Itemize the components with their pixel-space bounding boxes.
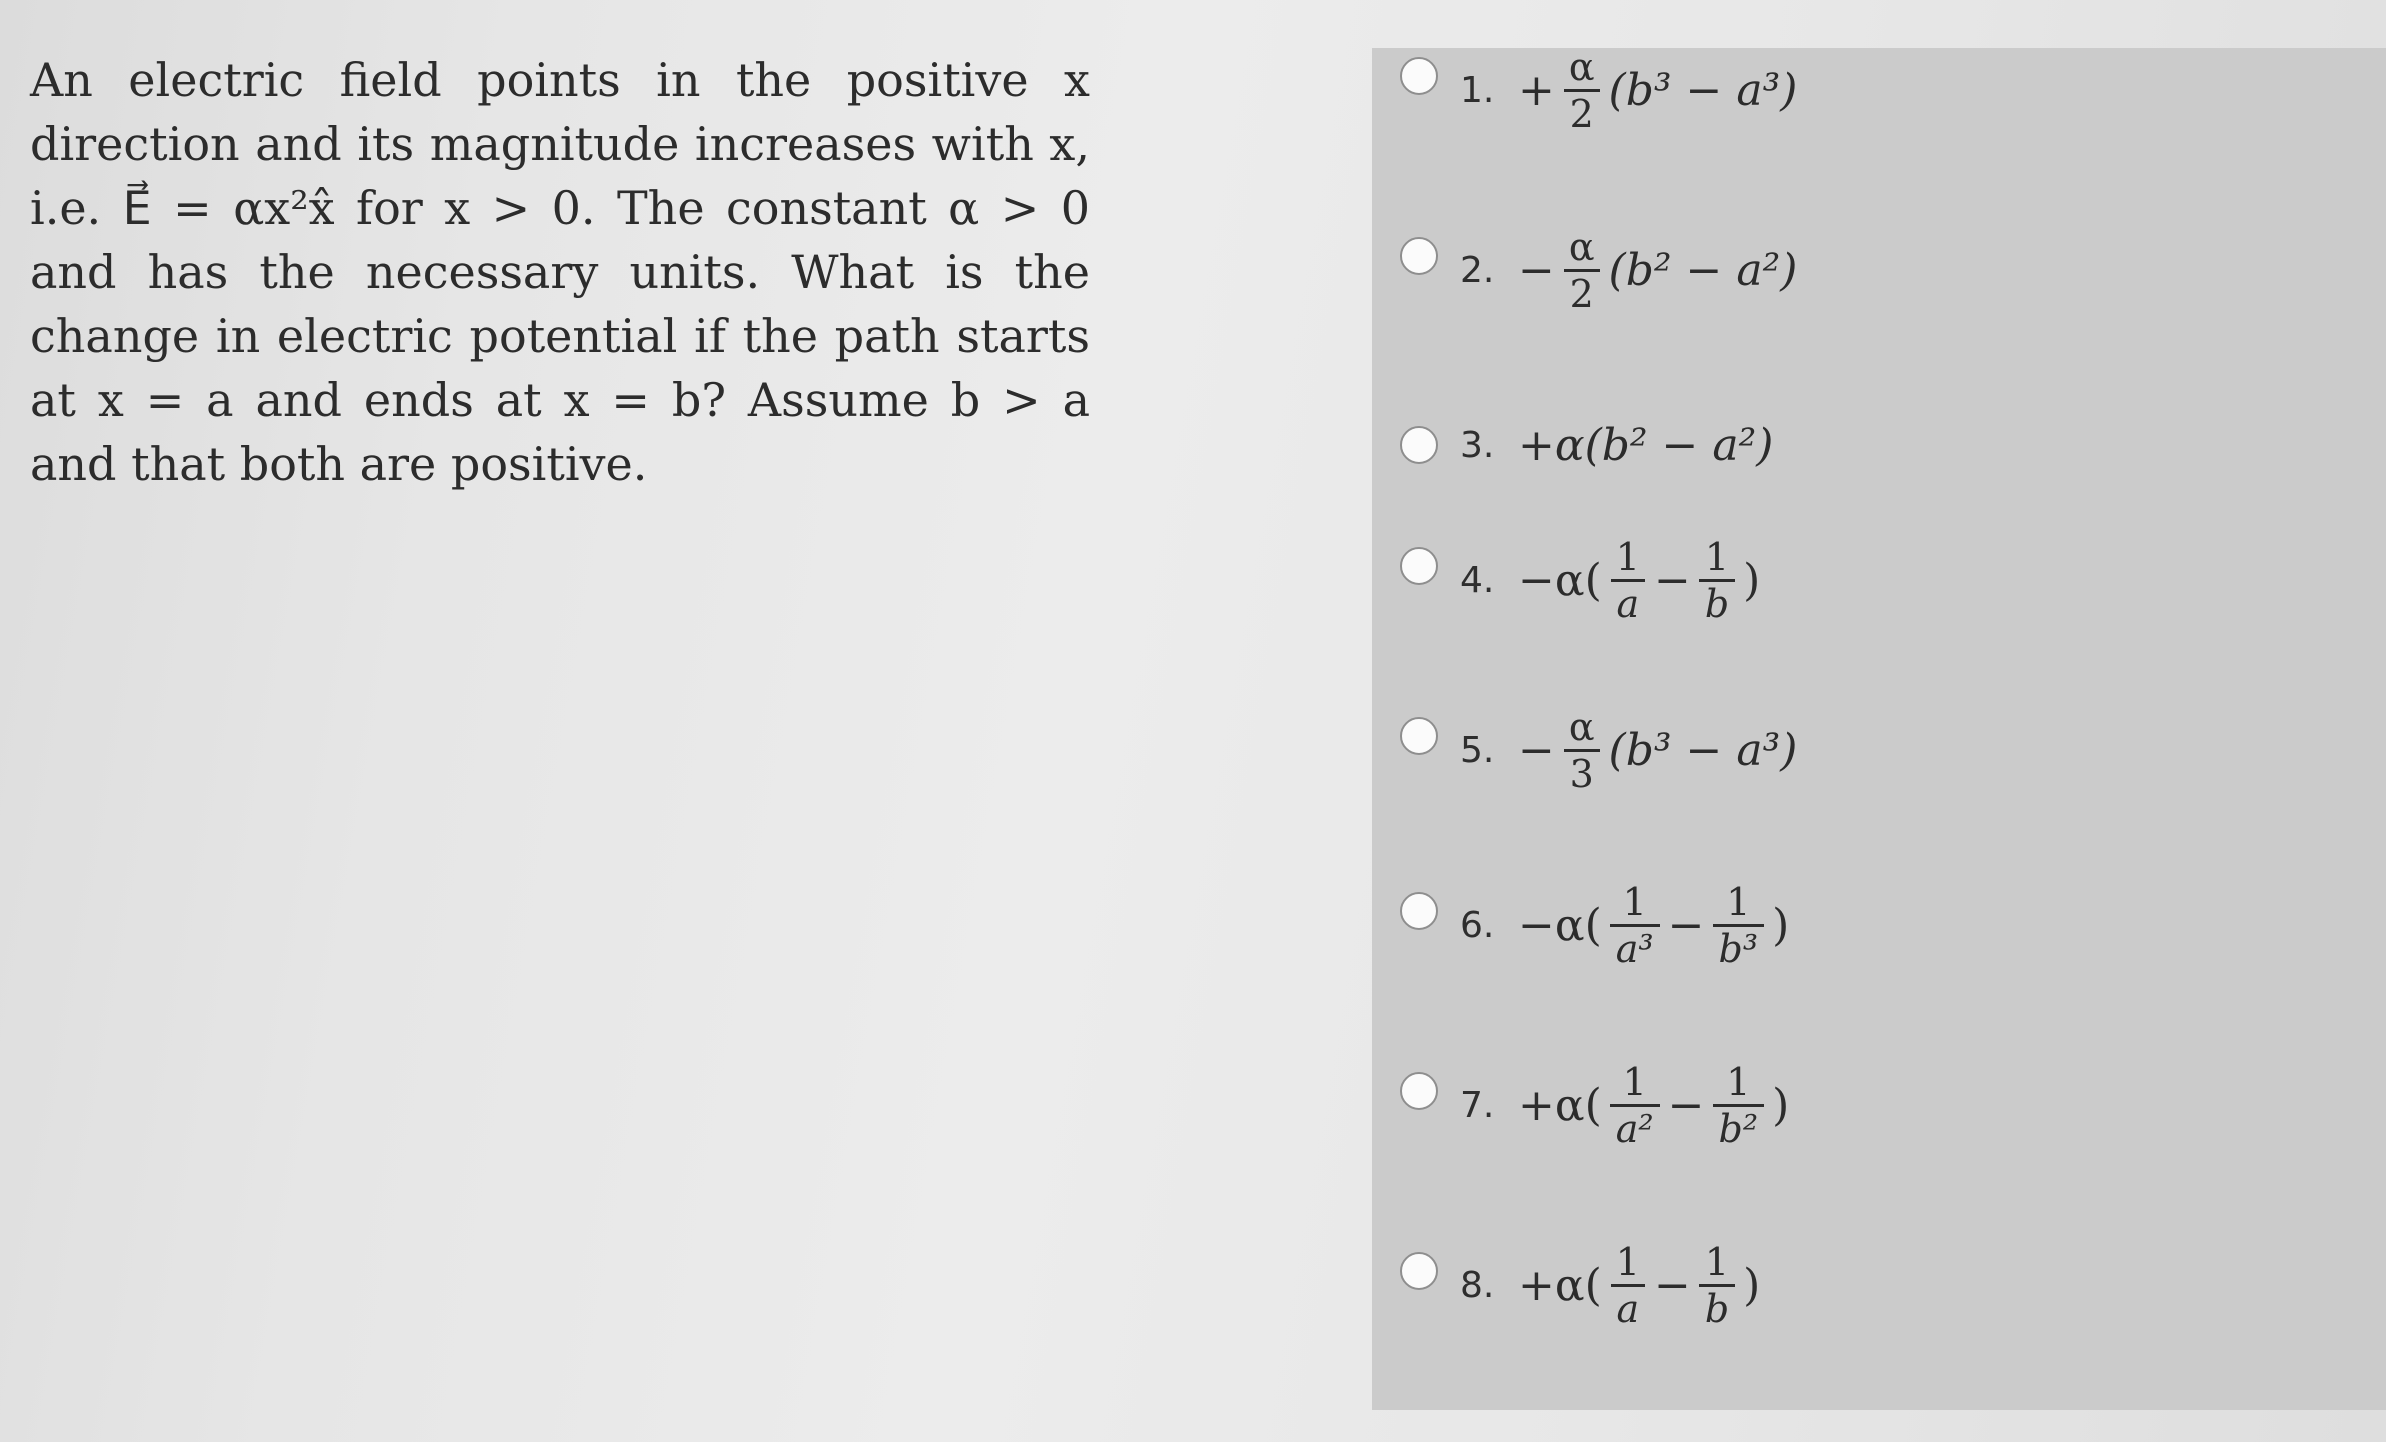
- fraction-denominator: b²: [1713, 1104, 1765, 1151]
- fraction: [1563, 45, 1601, 136]
- fraction-denominator: 2: [1564, 89, 1600, 136]
- fraction-numerator: 1: [1726, 879, 1751, 924]
- fraction-denominator: b³: [1713, 924, 1765, 971]
- fraction: [1610, 1240, 1646, 1331]
- option-number: 1.: [1460, 69, 1495, 111]
- option-lead: +α(: [1518, 1259, 1602, 1311]
- option-expression: [1518, 535, 1760, 626]
- option-number: 4.: [1460, 559, 1495, 601]
- option-expression: [1518, 420, 1773, 471]
- fraction-numerator: 1: [1704, 534, 1730, 579]
- fraction-numerator: 1: [1615, 1239, 1640, 1284]
- option-tail: (b³ − a³): [1608, 64, 1798, 116]
- minus-sign: −: [1667, 1079, 1705, 1131]
- option-expression: [1518, 225, 1797, 316]
- minus-sign: −: [1653, 554, 1691, 606]
- fraction-denominator: b: [1699, 579, 1735, 626]
- fraction-numerator: α: [1568, 44, 1595, 89]
- answer-option-7[interactable]: [1400, 1045, 2300, 1165]
- fraction-denominator: a: [1611, 579, 1646, 626]
- fraction: [1610, 880, 1660, 971]
- option-sign: +: [1518, 64, 1555, 116]
- question-line: An electric field points in the positive x: [30, 53, 1090, 107]
- option-expression: [1518, 1240, 1760, 1331]
- answer-option-1[interactable]: [1400, 30, 2300, 150]
- option-number: 7.: [1460, 1084, 1495, 1126]
- fraction-numerator: 1: [1622, 879, 1647, 924]
- question-line: change in electric potential if the path starts: [30, 309, 1090, 363]
- answer-option-5[interactable]: [1400, 690, 2300, 810]
- fraction-numerator: 1: [1615, 534, 1640, 579]
- fraction: [1713, 880, 1765, 971]
- option-expression: [1518, 705, 1797, 796]
- radio-button-icon[interactable]: [1400, 1252, 1438, 1290]
- radio-button-icon[interactable]: [1400, 547, 1438, 585]
- question-line: and that both are positive.: [30, 437, 648, 491]
- answer-option-2[interactable]: [1400, 210, 2300, 330]
- radio-button-icon[interactable]: [1400, 892, 1438, 930]
- close-paren: ): [1743, 554, 1761, 606]
- fraction: [1563, 705, 1601, 796]
- minus-sign: −: [1653, 1259, 1691, 1311]
- question-line: i.e. E⃗ = αx²x̂ for x > 0. The constant α > 0: [30, 181, 1090, 235]
- question-line: direction and its magnitude increases with x,: [30, 117, 1090, 171]
- fraction-numerator: α: [1568, 224, 1595, 269]
- fraction-numerator: 1: [1726, 1059, 1751, 1104]
- answer-option-8[interactable]: [1400, 1225, 2300, 1345]
- fraction-denominator: a²: [1610, 1104, 1660, 1151]
- option-expression: [1518, 45, 1797, 136]
- fraction: [1610, 535, 1646, 626]
- close-paren: ): [1772, 1079, 1790, 1131]
- fraction-denominator: b: [1699, 1284, 1735, 1331]
- option-sign: −: [1518, 244, 1555, 296]
- fraction: [1563, 225, 1601, 316]
- question-line: at x = a and ends at x = b? Assume b > a: [30, 373, 1090, 427]
- option-sign: −: [1518, 724, 1555, 776]
- option-lead: −α(: [1518, 554, 1602, 606]
- question-line: and has the necessary units. What is the: [30, 245, 1090, 299]
- fraction-numerator: α: [1568, 704, 1595, 749]
- fraction-denominator: a: [1611, 1284, 1646, 1331]
- option-expression: [1518, 1060, 1789, 1151]
- radio-button-icon[interactable]: [1400, 426, 1438, 464]
- fraction: [1610, 1060, 1660, 1151]
- fraction-denominator: a³: [1610, 924, 1660, 971]
- fraction-denominator: 2: [1564, 269, 1600, 316]
- close-paren: ): [1772, 899, 1790, 951]
- option-number: 5.: [1460, 729, 1495, 771]
- radio-button-icon[interactable]: [1400, 57, 1438, 95]
- fraction: [1699, 535, 1735, 626]
- fraction: [1699, 1240, 1735, 1331]
- answer-option-4[interactable]: [1400, 520, 2300, 640]
- close-paren: ): [1743, 1259, 1761, 1311]
- option-expression: [1518, 880, 1789, 971]
- option-number: 2.: [1460, 249, 1495, 291]
- option-tail: (b² − a²): [1608, 244, 1798, 296]
- option-number: 3.: [1460, 424, 1495, 466]
- radio-button-icon[interactable]: [1400, 237, 1438, 275]
- fraction-denominator: 3: [1564, 749, 1600, 796]
- radio-button-icon[interactable]: [1400, 1072, 1438, 1110]
- fraction-numerator: 1: [1704, 1239, 1730, 1284]
- minus-sign: −: [1667, 899, 1705, 951]
- option-text: +α(b² − a²): [1518, 419, 1774, 471]
- option-number: 6.: [1460, 904, 1495, 946]
- answer-option-6[interactable]: [1400, 865, 2300, 985]
- radio-button-icon[interactable]: [1400, 717, 1438, 755]
- option-number: 8.: [1460, 1264, 1495, 1306]
- fraction-numerator: 1: [1622, 1059, 1647, 1104]
- option-lead: −α(: [1518, 899, 1602, 951]
- option-tail: (b³ − a³): [1608, 724, 1798, 776]
- question-text: [30, 48, 1090, 496]
- fraction: [1713, 1060, 1765, 1151]
- option-lead: +α(: [1518, 1079, 1602, 1131]
- answer-option-3[interactable]: [1400, 385, 2300, 505]
